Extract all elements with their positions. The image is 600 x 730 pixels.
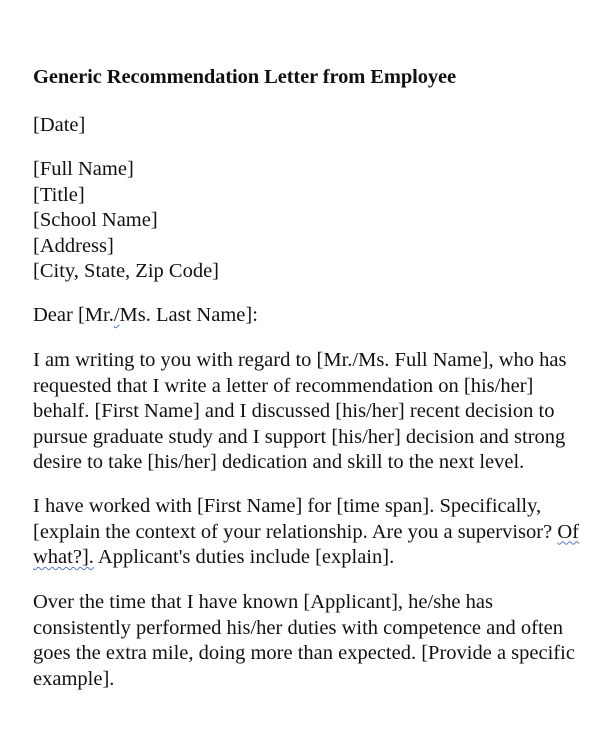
paragraph-line: I am writing to you with regard to [Mr./Ms. Full Name], who has bbox=[33, 349, 567, 371]
paragraph-relationship bbox=[33, 494, 579, 571]
recipient-address: [Address] bbox=[33, 234, 114, 257]
paragraph-line: I have worked with [First Name] for [time span]. Specifically, bbox=[33, 495, 542, 517]
paragraph-line: example]. bbox=[33, 667, 115, 690]
paragraph-line: Over the time that I have known [Applicant], he/she has bbox=[33, 591, 493, 613]
recipient-address-block bbox=[33, 157, 219, 285]
spellcheck-marked-text: what?]. bbox=[33, 546, 94, 568]
recipient-full-name: [Full Name] bbox=[33, 158, 134, 180]
paragraph-line bbox=[33, 520, 579, 546]
paragraph-line: pursue graduate study and I support [his/her] decision and strong bbox=[33, 425, 566, 448]
paragraph-line: behalf. [First Name] and I discussed [his/her] recent decision to bbox=[33, 400, 555, 422]
letter-title: Generic Recommendation Letter from Employee bbox=[33, 66, 457, 88]
paragraph-performance bbox=[33, 590, 575, 692]
paragraph-line: goes the extra mile, doing more than expected. [Provide a specific bbox=[33, 642, 575, 664]
recipient-city-state-zip: [City, State, Zip Code] bbox=[33, 260, 219, 282]
paragraph-line: requested that I write a letter of recommendation on [his/her] bbox=[33, 374, 534, 397]
salutation-text-before: Dear [Mr. bbox=[33, 304, 114, 326]
spellcheck-marked-text: Of bbox=[557, 520, 579, 543]
spellcheck-marked-text: / bbox=[113, 304, 120, 326]
paragraph-line: desire to take [his/her] dedication and skill to the next level. bbox=[33, 451, 525, 473]
paragraph-line-text: [explain the context of your relationship. Are you a supervisor? bbox=[33, 520, 558, 543]
salutation bbox=[33, 303, 258, 329]
date-line: [Date] bbox=[33, 114, 86, 136]
salutation-line bbox=[33, 303, 258, 329]
salutation-text-after: Ms. Last Name]: bbox=[119, 304, 258, 326]
paragraph-line-text: Applicant's duties include [explain]. bbox=[93, 546, 395, 568]
recipient-school-name: [School Name] bbox=[33, 209, 158, 231]
recipient-title: [Title] bbox=[33, 183, 85, 206]
paragraph-intro bbox=[33, 348, 567, 476]
paragraph-line: consistently performed his/her duties with competence and often bbox=[33, 616, 563, 639]
paragraph-line bbox=[33, 545, 579, 571]
date-placeholder bbox=[33, 113, 85, 139]
